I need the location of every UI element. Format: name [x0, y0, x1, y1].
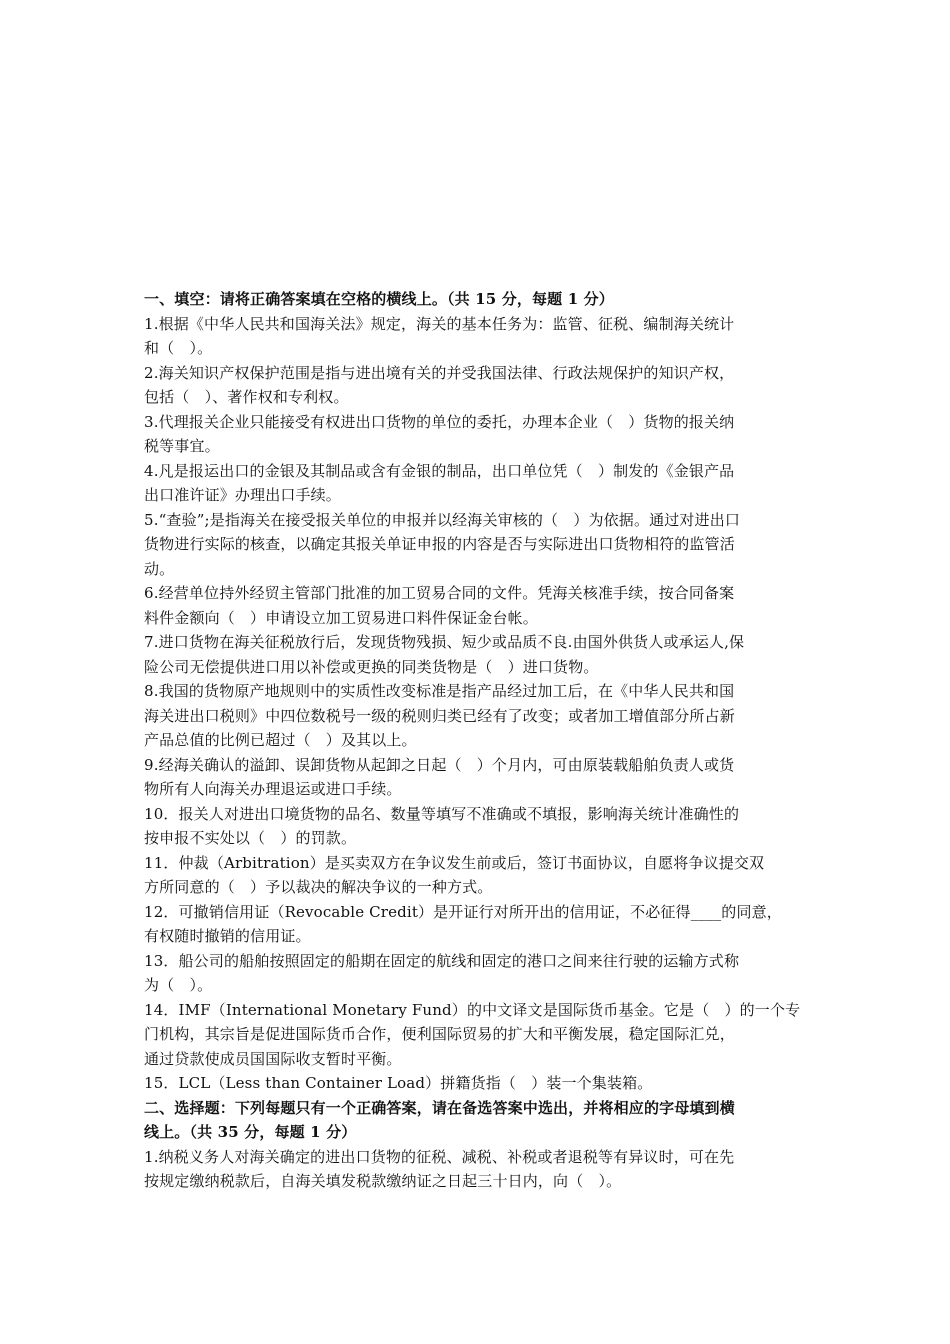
text-line: 货物进行实际的核查，以确定其报关单证申报的内容是否与实际进出口货物相符的监管活: [144, 535, 735, 553]
text-line: 4.凡是报运出口的金银及其制品或含有金银的制品，出口单位凭（ ）制发的《金银产品: [144, 461, 735, 480]
text-line: 包括（ ）、著作权和专利权。: [144, 388, 349, 406]
text-line: 14．IMF（International Monetary Fund）的中文译文是国际货币基金。它是（ ）的一个专: [144, 1000, 801, 1019]
text-line: 物所有人向海关办理退运或进口手续。: [144, 780, 402, 798]
text-line: 产品总值的比例已超过（ ）及其以上。: [144, 731, 417, 749]
text-line: 按申报不实处以（ ）的罚款。: [144, 829, 357, 847]
text-line: 7.进口货物在海关征税放行后，发现货物残损、短少或品质不良.由国外供货人或承运人,保: [144, 633, 745, 651]
text-line: 3.代理报关企业只能接受有权进出口货物的单位的委托，办理本企业（ ）货物的报关纳: [144, 412, 735, 431]
text-line: 15．LCL（Less than Container Load）拼籍货指（ ）装一个集装箱。: [144, 1074, 653, 1092]
text-line: 为（ ）。: [144, 976, 213, 994]
section-heading-line: 一、填空：请将正确答案填在空格的横线上。（共 15 分，每题 1 分）: [144, 290, 614, 308]
text-line: 动。: [144, 559, 175, 578]
text-line: 通过贷款使成员国国际收支暂时平衡。: [144, 1049, 402, 1068]
text-line: 8.我国的货物原产地规则中的实质性改变标准是指产品经过加工后，在《中华人民共和国: [144, 682, 735, 700]
text-line: 险公司无偿提供进口用以补偿或更换的同类货物是（ ）进口货物。: [144, 657, 599, 676]
text-line: 1.纳税义务人对海关确定的进出口货物的征税、减税、补税或者退税等有异议时，可在先: [144, 1147, 735, 1166]
text-line: 出口准许证》办理出口手续。: [144, 486, 341, 504]
text-line: 13．船公司的船舶按照固定的船期在固定的航线和固定的港口之间来往行驶的运输方式称: [144, 951, 740, 970]
text-line: 和（ ）。: [144, 339, 213, 357]
text-line: 6.经营单位持外经贸主管部门批准的加工贸易合同的文件。凭海关核准手续，按合同备案: [144, 584, 735, 602]
section-heading-line: 二、选择题：下列每题只有一个正确答案，请在备选答案中选出，并将相应的字母填到横: [144, 1098, 735, 1117]
text-line: 12．可撤销信用证（Revocable Credit）是开证行对所开出的信用证，不必征得____的同意，: [144, 902, 782, 921]
text-line: 按规定缴纳税款后，自海关填发税款缴纳证之日起三十日内，向（ ）。: [144, 1172, 622, 1190]
text-line: 11．仲裁（Arbitration）是买卖双方在争议发生前或后，签订书面协议，自愿将争议提交双: [144, 853, 765, 872]
text-line: 税等事宜。: [144, 437, 220, 455]
text-line: 2.海关知识产权保护范围是指与进出境有关的并受我国法律、行政法规保护的知识产权，: [144, 363, 735, 382]
section-heading-line: 线上。（共 35 分，每题 1 分）: [144, 1123, 357, 1141]
text-line: 海关进出口税则》中四位数税号一级的税则归类已经有了改变；或者加工增值部分所占新: [144, 706, 735, 725]
text-line: 有权随时撤销的信用证。: [144, 927, 311, 945]
text-line: 料件金额向（ ）申请设立加工贸易进口料件保证金台帐。: [144, 608, 538, 627]
text-line: 门机构，其宗旨是促进国际货币合作，便利国际贸易的扩大和平衡发展，稳定国际汇兑，: [144, 1025, 735, 1043]
text-line: 方所同意的（ ）予以裁决的解决争议的一种方式。: [144, 878, 493, 896]
text-line: 5.“查验”;是指海关在接受报关单位的申报并以经海关审核的（ ）为依据。通过对进出口: [144, 510, 741, 529]
text-line: 9.经海关确认的溢卸、误卸货物从起卸之日起（ ）个月内，可由原装载船舶负责人或货: [144, 755, 735, 774]
text-line: 10．报关人对进出口境货物的品名、数量等填写不准确或不填报，影响海关统计准确性的: [144, 804, 740, 823]
text-line: 1.根据《中华人民共和国海关法》规定，海关的基本任务为：监管、征税、编制海关统计: [144, 314, 735, 333]
document-body: [144, 287, 816, 1194]
